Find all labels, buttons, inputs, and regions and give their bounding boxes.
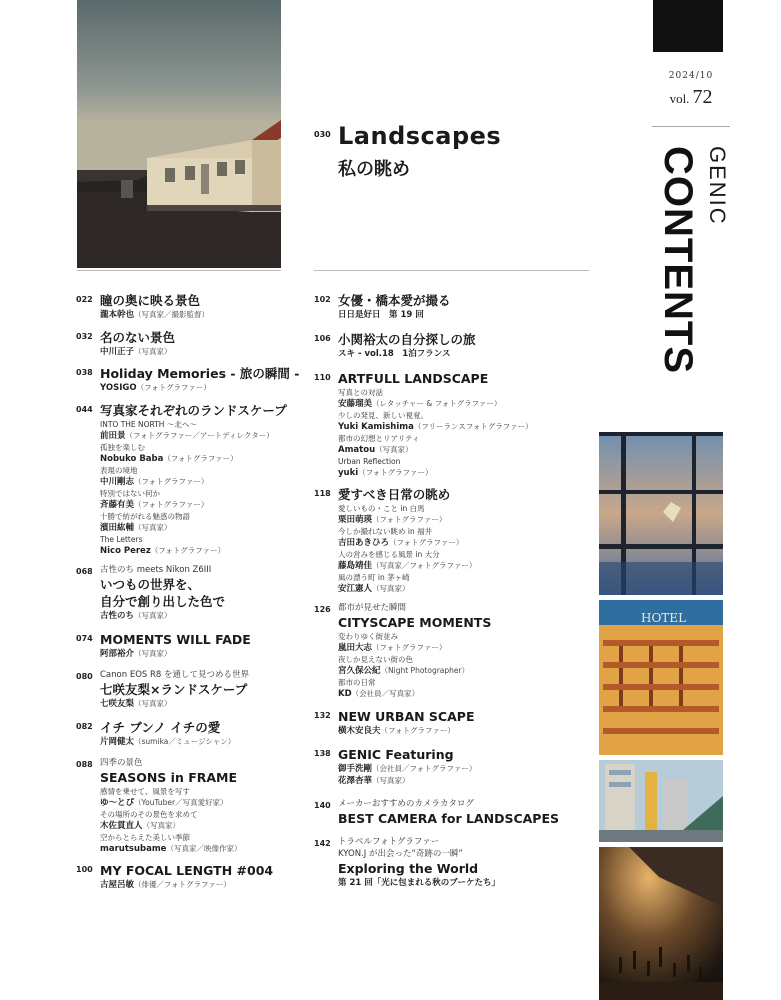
page-number: 126: [314, 605, 331, 614]
contents-vertical: CONTENTS: [656, 146, 700, 374]
toc-entry[interactable]: 142 トラベルフォトグラファー KYON.J が出会った“奇跡の一瞬” Exploring the World 第 21 回「光に包まれる秋のブーケたち」: [314, 837, 500, 888]
toc-entry[interactable]: 118 愛すべき日常の眺め 愛しいもの・こと in 白馬 栗田萌瑛（フォトグラファー） 今しか撮れない眺め in 福井 吉田あきひろ（フォトグラファー） 人の営みを感じる風景 in 大分 藤島靖佳（写真家／フォトグラファー） 風の漂う町 in 茅ヶ崎 安江憲人（写真家）: [314, 487, 477, 594]
page-number: 132: [314, 711, 331, 720]
toc-entry[interactable]: [76, 365, 300, 394]
header-rule: [652, 126, 730, 127]
article-title: ARTFULL LANDSCAPE: [338, 371, 489, 386]
article-title: Exploring the World: [338, 861, 479, 876]
toc-entry[interactable]: [76, 292, 210, 321]
toc-entry[interactable]: [314, 798, 559, 827]
article-title: 小関裕太の自分探しの旅: [338, 332, 476, 347]
photo-hotel-balconies: [599, 600, 723, 755]
page-number: 022: [76, 295, 93, 304]
article-title: BEST CAMERA for LANDSCAPES: [338, 811, 559, 826]
article-title: 写真家それぞれのランドスケープ: [100, 403, 287, 418]
page-number: 038: [76, 368, 93, 377]
issue-volume: vol. 72: [669, 86, 713, 108]
toc-entry[interactable]: [76, 329, 176, 358]
page-number: 118: [314, 489, 331, 498]
article-title: Holiday Memories - 旅の瞬間 -: [100, 366, 300, 381]
page-number: 032: [76, 332, 93, 341]
feature-page-number: 030: [314, 130, 331, 139]
page-number: 082: [76, 722, 93, 731]
photo-window-sunset: [599, 432, 723, 595]
page-number: 074: [76, 634, 93, 643]
divider-left: [77, 270, 281, 271]
toc-entry[interactable]: 082 イチ ブンノ イチの愛 片岡健太（sumika／ミュージシャン）: [76, 720, 236, 747]
toc-entry[interactable]: 044 写真家それぞれのランドスケープ INTO THE NORTH 〜北へ〜 前田景（フォトグラファー／アートディレクター） 孤独を楽しむ Nobuko Baba（フォトグラファー） 表現の境地 中川剛志（フォトグラファー） 特別ではない何か 斉藤有美（フォトグラファー） 十勝で紡がれる魅惑の物語 濱田紘輔（写真家） The Letters Nico Perez（フォトグラファー）: [76, 403, 287, 556]
toc-entry[interactable]: 068 古性のち meets Nikon Z6III いつもの世界を、 自分で創り出した色で 古性のち（写真家）: [76, 565, 226, 621]
page-number: 138: [314, 749, 331, 758]
article-title: 瞳の奥に映る景色: [100, 293, 201, 308]
page-number: 080: [76, 672, 93, 681]
credit: 中川正子（写真家）: [100, 347, 172, 357]
article-title: イチ ブンノ イチの愛: [100, 720, 221, 735]
article-kicker: トラベルフォトグラファー: [338, 837, 440, 847]
svg-text:HOTEL: HOTEL: [641, 611, 687, 625]
issue-date: 2024/10: [668, 71, 714, 81]
toc-entry[interactable]: 132 NEW URBAN SCAPE 横木安良夫（フォトグラファー）: [314, 709, 475, 736]
page-number: 110: [314, 373, 331, 382]
feature-title[interactable]: Landscapes: [338, 122, 502, 150]
page-number: 142: [314, 839, 331, 848]
article-title: MOMENTS WILL FADE: [100, 632, 251, 647]
article-kicker-line2: KYON.J が出会った“奇跡の一瞬”: [338, 849, 463, 859]
toc-entry[interactable]: 126 都市が見せた瞬間 CITYSCAPE MOMENTS 変わりゆく街並み 嵐田大志（フォトグラファー） 夜しか見えない街の色 宮久保公紀（Night Photographer） 都市の日常 KD（会社員／写真家）: [314, 603, 492, 699]
page-number: 140: [314, 801, 331, 810]
cover-photo-trailer: [77, 0, 281, 268]
credit: 瀧本幹也（写真家／撮影監督）: [100, 310, 210, 320]
article-title: いつもの世界を、: [100, 577, 201, 592]
article-kicker: 古性のち meets Nikon Z6III: [100, 565, 212, 575]
toc-entry[interactable]: 110 ARTFULL LANDSCAPE 写真との対話 安藤瑠美（レタッチャー & フォトグラファー） 少しの発見、新しい視覚。 Yuki Kamishima（フリーランスフォトグラファー） 都市の幻想とリアリティ Amatou（写真家） Urban Reflection yuki（フォトグラファー）: [314, 371, 533, 478]
article-title: SEASONS in FRAME: [100, 770, 238, 785]
toc-entry[interactable]: 088 四季の景色 SEASONS in FRAME 感情を乗せて、風景を写す ゆ〜とぴ（YouTuber／写真愛好家） その場所のその景色を求めて 木佐貫直人（写真家） 空からとらえた美しい季節 marutsubame（写真家／映像作家）: [76, 758, 242, 854]
toc-entry[interactable]: 080 Canon EOS R8 を通して見つめる世界 七咲友梨×ランドスケープ 七咲友梨（写真家）: [76, 670, 249, 709]
article-kicker: メーカーおすすめのカメラカタログ: [338, 799, 474, 809]
page-number: 068: [76, 567, 93, 576]
divider-right: [314, 270, 589, 271]
photo-city-street: [599, 760, 723, 842]
page-number: 088: [76, 760, 93, 769]
credit: YOSIGO（フォトグラファー）: [100, 383, 211, 393]
article-title: CITYSCAPE MOMENTS: [338, 615, 492, 630]
page-number: 106: [314, 334, 331, 343]
article-title: GENIC Featuring: [338, 747, 454, 762]
toc-entry[interactable]: 138 GENIC Featuring 御手洗剛（会社員／フォトグラファー） 花澤杏華（写真家）: [314, 747, 477, 786]
article-title: 七咲友梨×ランドスケープ: [100, 682, 248, 697]
black-block: [653, 0, 723, 52]
article-kicker: Canon EOS R8 を通して見つめる世界: [100, 670, 249, 680]
feature-subtitle: 私の眺め: [338, 159, 410, 180]
article-title: MY FOCAL LENGTH #004: [100, 863, 274, 878]
article-title: NEW URBAN SCAPE: [338, 709, 475, 724]
article-title: 女優・橋本愛が撮る: [338, 293, 451, 308]
article-title-line2: 自分で創り出した色で: [100, 594, 226, 609]
article-kicker: 都市が見せた瞬間: [338, 603, 407, 613]
page-number: 044: [76, 405, 93, 414]
article-title: 名のない景色: [100, 330, 176, 345]
toc-entry[interactable]: 102 女優・橋本愛が撮る 日日是好日 第 19 回: [314, 293, 451, 320]
article-kicker: 四季の景色: [100, 758, 143, 768]
brand-vertical: GENIC: [705, 146, 730, 226]
page-number: 100: [76, 865, 93, 874]
article-title: 愛すべき日常の眺め: [338, 487, 451, 502]
photo-night-crowd: [599, 847, 723, 1000]
toc-entry[interactable]: 100 MY FOCAL LENGTH #004 古屋呂敏（俳優／フォトグラファー）: [76, 863, 274, 890]
page-number: 102: [314, 295, 331, 304]
toc-entry[interactable]: 074 MOMENTS WILL FADE 阿部裕介（写真家）: [76, 632, 251, 659]
toc-entry[interactable]: 106 小関裕太の自分探しの旅 スキ - vol.18 1泊フランス: [314, 332, 476, 359]
